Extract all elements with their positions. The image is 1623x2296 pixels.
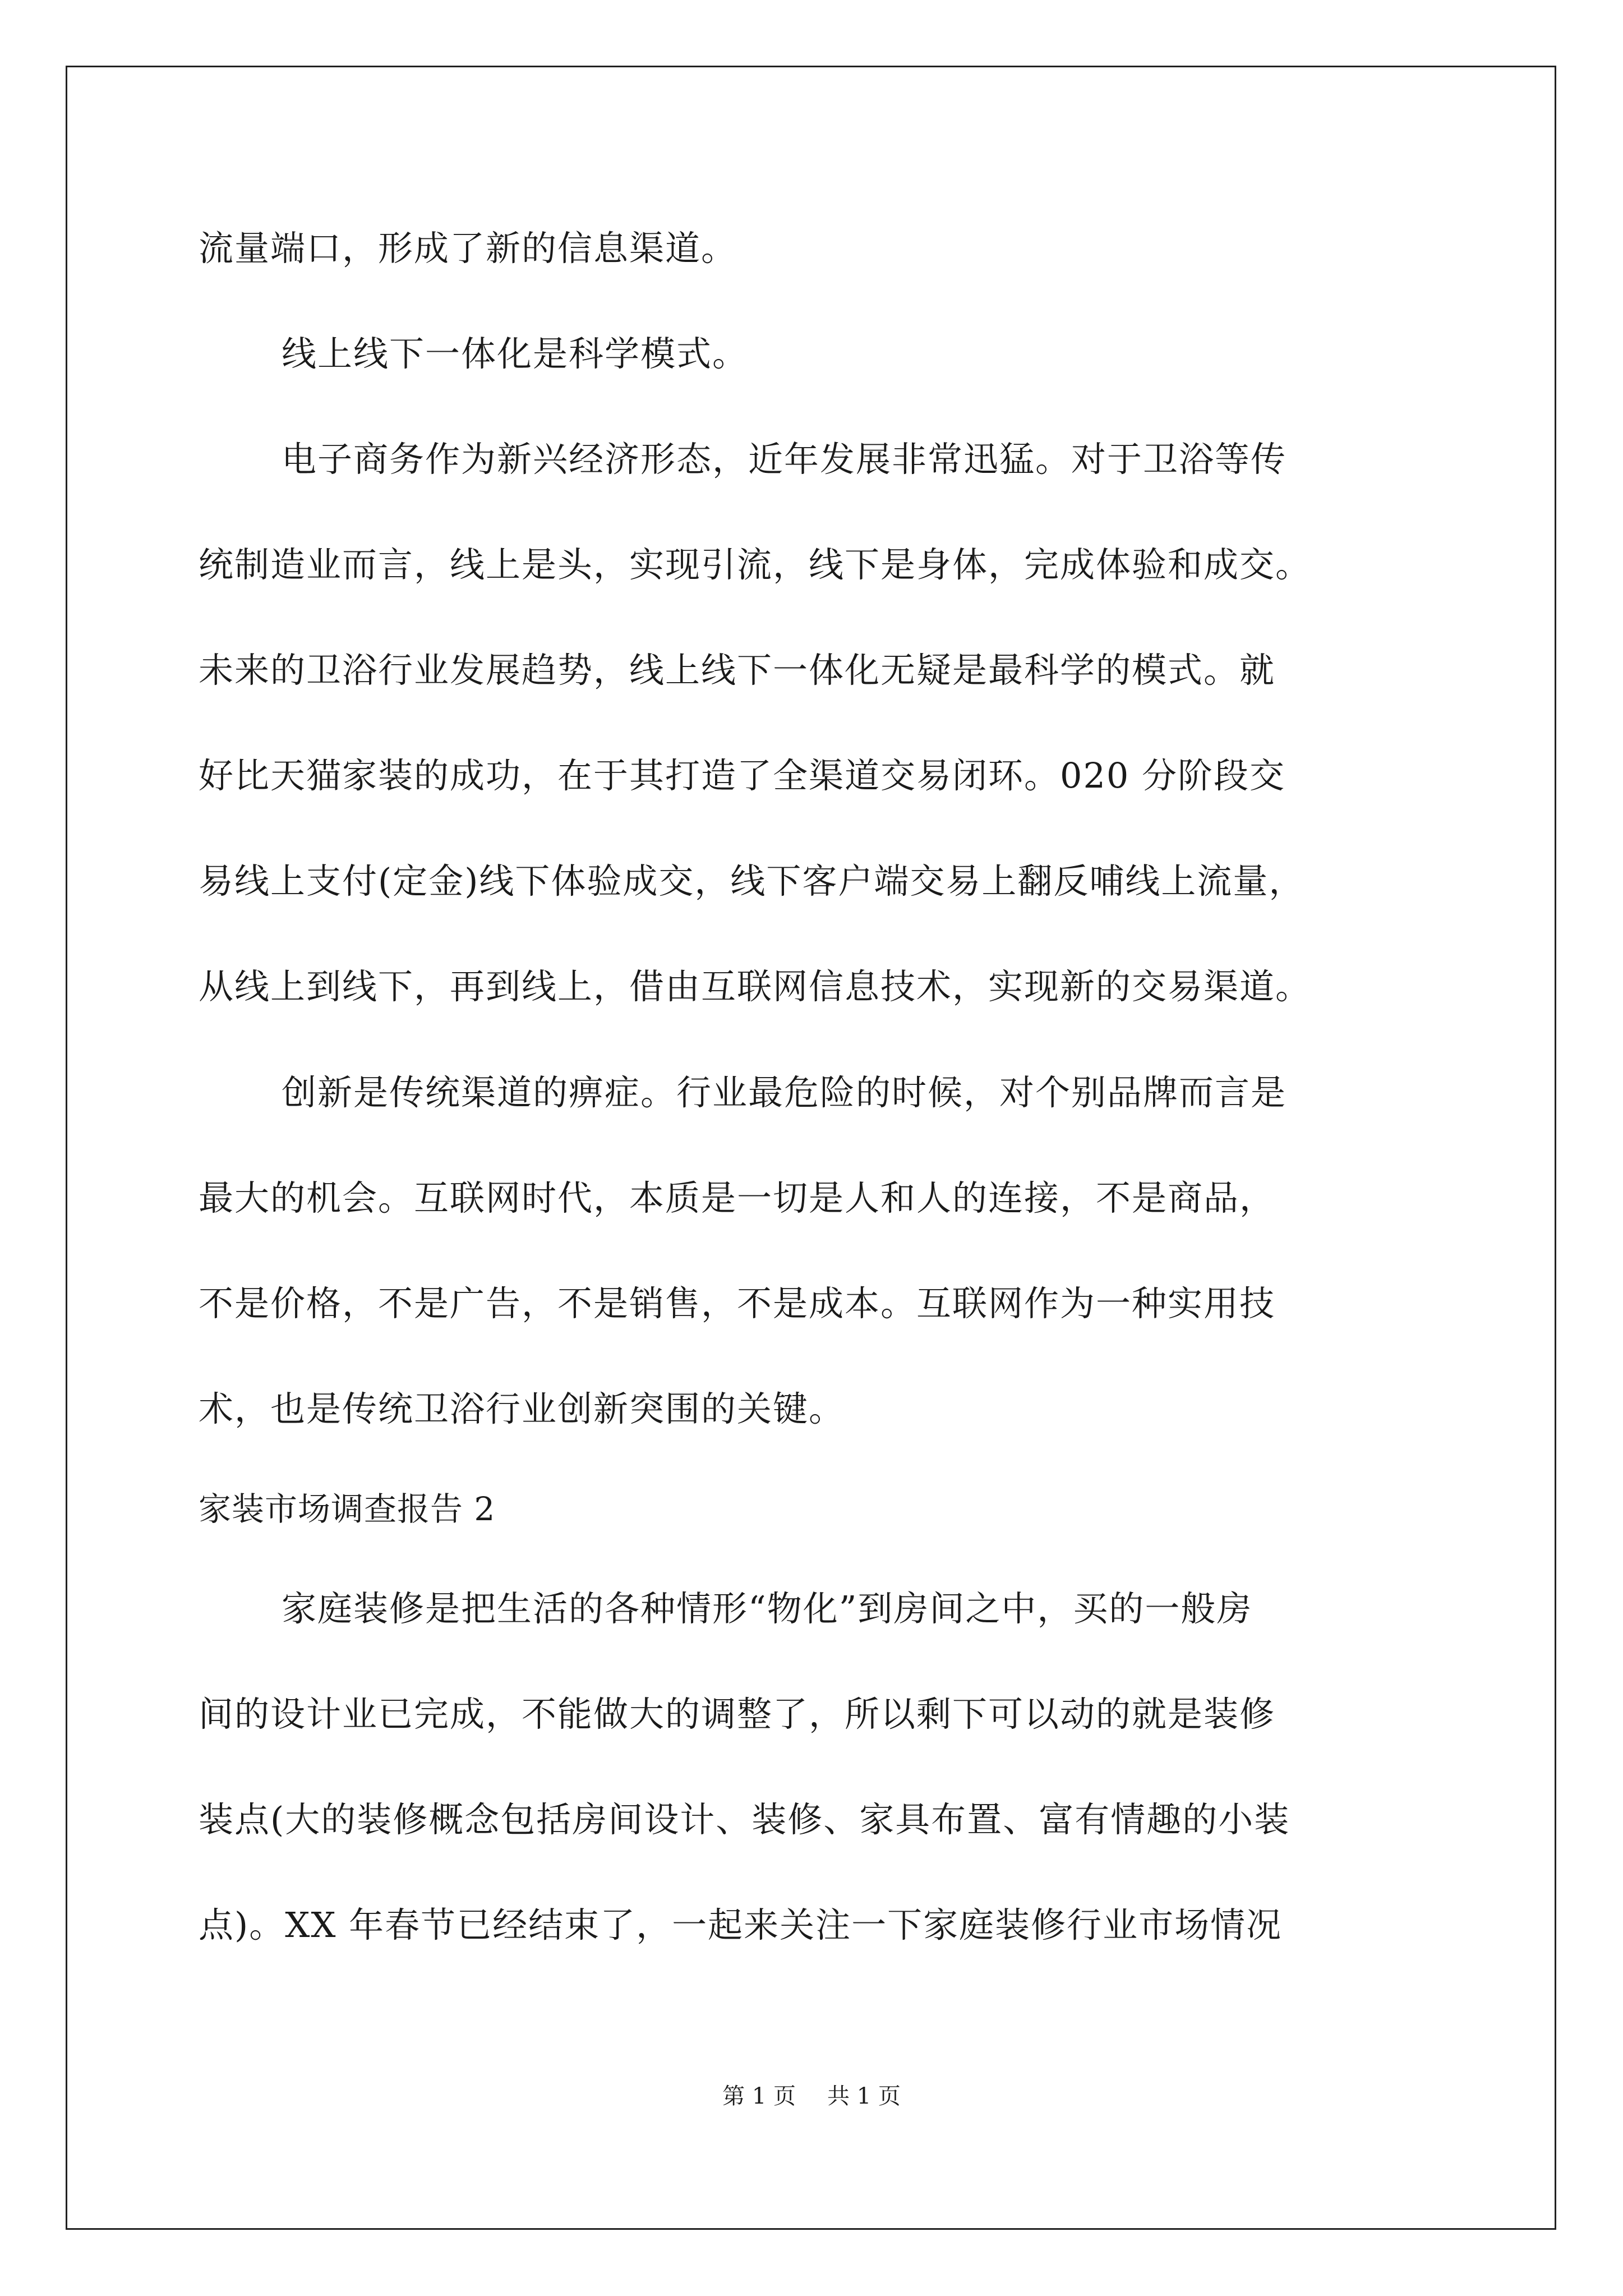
- section-heading: 家装市场调查报告 2: [199, 1490, 496, 1528]
- text-line: 未来的卫浴行业发展趋势，线上线下一体化无疑是最科学的模式。就: [199, 650, 1276, 691]
- text-line: 线上线下一体化是科学模式。: [282, 333, 749, 374]
- page-footer: [0, 2082, 1623, 2110]
- text-line: 创新是传统渠道的痹症。行业最危险的时候，对个别品牌而言是: [282, 1072, 1287, 1113]
- text-line: 术，也是传统卫浴行业创新突围的关键。: [199, 1388, 845, 1429]
- text-line: 装点(大的装修概念包括房间设计、装修、家具布置、富有情趣的小装: [199, 1799, 1290, 1840]
- text-line: 最大的机会。互联网时代，本质是一切是人和人的连接，不是商品，: [199, 1177, 1276, 1218]
- text-line: 电子商务作为新兴经济形态，近年发展非常迅猛。对于卫浴等传: [282, 439, 1287, 480]
- text-line: 易线上支付(定金)线下体验成交，线下客户端交易上翻反哺线上流量，: [199, 861, 1305, 901]
- text-line: 间的设计业已完成，不能做大的调整了，所以剩下可以动的就是装修: [199, 1694, 1276, 1734]
- text-line: 家庭装修是把生活的各种情形“物化”到房间之中，买的一般房: [282, 1588, 1253, 1629]
- page-number: 第 1 页: [722, 2083, 796, 2109]
- text-line: 好比天猫家装的成功，在于其打造了全渠道交易闭环。020 分阶段交: [199, 755, 1286, 796]
- page-total: 共 1 页: [827, 2083, 901, 2109]
- text-line: 流量端口，形成了新的信息渠道。: [199, 228, 737, 269]
- text-line: 点)。XX 年春节已经结束了，一起来关注一下家庭装修行业市场情况: [199, 1904, 1283, 1945]
- text-line: 统制造业而言，线上是头，实现引流，线下是身体，完成体验和成交。: [199, 544, 1312, 585]
- text-line: 不是价格，不是广告，不是销售，不是成本。互联网作为一种实用技: [199, 1283, 1276, 1324]
- text-line: 从线上到线下，再到线上，借由互联网信息技术，实现新的交易渠道。: [199, 966, 1312, 1007]
